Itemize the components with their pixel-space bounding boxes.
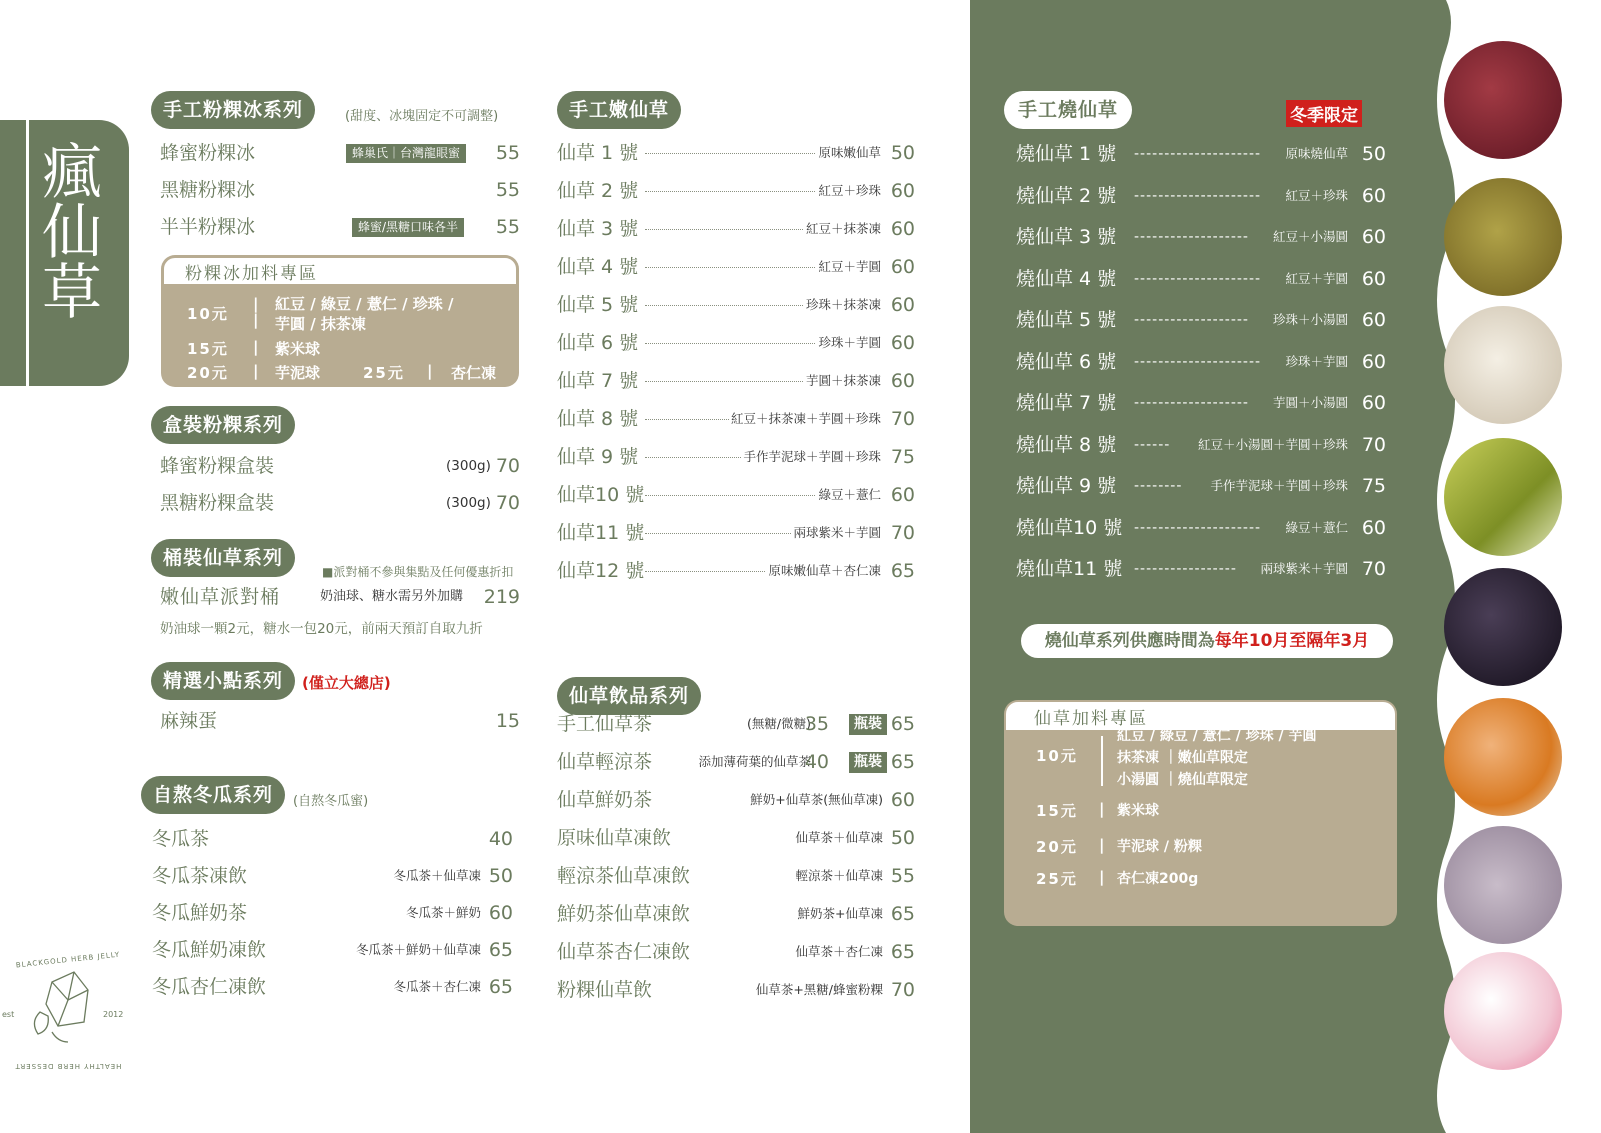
logo-text-top: BLACKGOLD HERB JELLY [15, 950, 121, 970]
menu-item: 鮮奶茶仙草凍飲 鮮奶茶+仙草凍 65 [557, 903, 915, 925]
menu-item: 仙草茶杏仁凍飲 仙草茶＋杏仁凍 65 [557, 941, 915, 963]
menu-item: 燒仙草 7 號 ------------------- 芋圓＋小湯圓 60 [1016, 392, 1386, 414]
menu-item: 仙草 6 號 珍珠＋芋圓 60 [557, 328, 915, 358]
menu-item: 燒仙草11 號 ----------------- 兩球紫米＋芋圓 70 [1016, 558, 1386, 580]
menu-item: 燒仙草 9 號 -------- 手作芋泥球＋芋圓＋珍珠 75 [1016, 475, 1386, 497]
hot-addon-title: 仙草加料專區 [1034, 709, 1148, 729]
menu-item: 仙草 9 號 手作芋泥球＋芋圓＋珍珠 75 [557, 442, 915, 472]
brand-title-box [29, 120, 129, 386]
fenguo-ice-note: (甜度、冰塊固定不可調整) [345, 109, 499, 124]
menu-item: 仙草 4 號 紅豆＋芋圓 60 [557, 252, 915, 282]
menu-item: 冬瓜杏仁凍飲 冬瓜茶＋杏仁凍 65 [152, 976, 513, 998]
menu-item: 黑糖粉粿冰 55 [160, 179, 520, 201]
section-title-boxed: 盒裝粉粿系列 [151, 406, 295, 444]
brand-title: 瘋仙草 [32, 140, 102, 320]
food-photo-pearls [1444, 568, 1562, 686]
food-photo-barley [1444, 306, 1562, 424]
menu-item: 燒仙草 1 號 --------------------- 原味燒仙草 50 [1016, 143, 1386, 165]
menu-item: 手工仙草茶 (無糖/微糖) 35 瓶裝 65 [557, 713, 915, 735]
menu-item: 粉粿仙草飲 仙草茶+黑糖/蜂蜜粉粿 70 [557, 979, 915, 1001]
food-photo-matcha-jelly [1444, 438, 1562, 556]
season-badge: 冬季限定 [1286, 100, 1362, 127]
fenguo-addon-box: 粉粿冰加料專區 10元 | | 紅豆 / 綠豆 / 薏仁 / 珍珠 / 芋圓 / 抹茶凍 15元 | 紫米球 20元 | 芋泥球 25元 | 杏仁凍 [161, 255, 519, 387]
food-photo-taro-paste [1444, 826, 1562, 944]
logo-text-bottom: HEALTHY HERB DESSERT [14, 1062, 122, 1070]
food-photo-glutinous-balls [1444, 952, 1562, 1070]
menu-item: 仙草 5 號 珍珠＋抹茶凍 60 [557, 290, 915, 320]
section-title-snack: 精選小點系列 [151, 662, 295, 700]
menu-item: 仙草11 號 兩球紫米＋芋圓 70 [557, 518, 915, 548]
menu-item: 半半粉粿冰 蜂蜜/黑糖口味各半 55 [160, 216, 520, 238]
menu-item: 仙草10 號 綠豆＋薏仁 60 [557, 480, 915, 510]
menu-item: 燒仙草 4 號 --------------------- 紅豆＋芋圓 60 [1016, 267, 1386, 290]
wintermelon-note: (自熬冬瓜蜜) [293, 794, 369, 809]
food-photo-red-beans [1444, 41, 1562, 159]
brand-logo [0, 942, 132, 1092]
food-photo-mung-beans [1444, 178, 1562, 296]
menu-item: 冬瓜茶 40 [152, 828, 513, 850]
section-title-fenguo-ice: 手工粉粿冰系列 [151, 91, 315, 129]
menu-item: 燒仙草 5 號 ------------------- 珍珠＋小湯圓 60 [1016, 309, 1386, 331]
snack-note: (僅立大總店) [302, 674, 391, 692]
menu-item: 仙草 8 號 紅豆＋抹茶凍＋芋圓＋珍珠 70 [557, 404, 915, 434]
menu-item: 燒仙草 3 號 ------------------- 紅豆＋小湯圓 60 [1016, 226, 1386, 248]
menu-item: 仙草鮮奶茶 鮮奶+仙草茶(無仙草凍) 60 [557, 789, 915, 811]
menu-item: 仙草 3 號 紅豆＋抹茶凍 60 [557, 214, 915, 244]
menu-item: 冬瓜茶凍飲 冬瓜茶＋仙草凍 50 [152, 865, 513, 887]
logo-est: est [2, 1010, 15, 1019]
hot-addon-box: 仙草加料專區 10元 紅豆 / 綠豆 / 薏仁 / 珍珠 / 芋圓 抹茶凍 ｜嫩仙草限定 小湯圓 ｜燒仙草限定 15元 | 紫米球 20元 | 芋泥球 / 粉粿 25元 | 杏仁凍200g [1004, 700, 1397, 926]
menu-item: 仙草 7 號 芋圓＋抹茶凍 60 [557, 366, 915, 396]
section-title-wintermelon: 自熬冬瓜系列 [141, 776, 285, 814]
menu-item: 燒仙草 8 號 ------ 紅豆＋小湯圓＋芋圓＋珍珠 70 [1016, 433, 1386, 456]
section-title-tender: 手工嫩仙草 [557, 91, 681, 129]
section-title-bucket: 桶裝仙草系列 [151, 539, 295, 577]
menu-item: 燒仙草 2 號 --------------------- 紅豆＋珍珠 60 [1016, 184, 1386, 207]
menu-item: 黑糖粉粿盒裝 (300g) 70 [160, 492, 520, 514]
section-title-drinks: 仙草飲品系列 [557, 677, 701, 715]
menu-item: 仙草12 號 原味嫩仙草＋杏仁凍 65 [557, 556, 915, 586]
brand-side-bar [0, 120, 26, 386]
section-title-hot: 手工燒仙草 [1004, 91, 1132, 129]
menu-item: 仙草 1 號 原味嫩仙草 50 [557, 138, 915, 168]
menu-item: 冬瓜鮮奶茶 冬瓜茶＋鮮奶 60 [152, 902, 513, 924]
menu-item: 輕涼茶仙草凍飲 輕涼茶＋仙草凍 55 [557, 865, 915, 887]
food-photo-taro-balls [1444, 698, 1562, 816]
menu-item: 仙草輕涼茶 添加薄荷葉的仙草茶 40 瓶裝 65 [557, 751, 915, 773]
menu-item: 燒仙草 6 號 --------------------- 珍珠＋芋圓 60 [1016, 350, 1386, 373]
supply-banner: 燒仙草系列供應時間為每年10月至隔年3月 [1021, 624, 1393, 658]
menu-item: 燒仙草10 號 --------------------- 綠豆＋薏仁 60 [1016, 516, 1386, 539]
menu-item: 麻辣蛋 15 [160, 710, 520, 732]
bucket-subtext: 奶油球一顆2元，糖水一包20元，前兩天預訂自取九折 [160, 621, 483, 637]
fenguo-addon-title: 粉粿冰加料專區 [185, 264, 318, 284]
menu-item: 嫩仙草派對桶 奶油球、糖水需另外加購 219 [160, 586, 520, 608]
menu-item: 仙草 2 號 紅豆＋珍珠 60 [557, 176, 915, 206]
bucket-note: ■派對桶不參與集點及任何優惠折扣 [322, 565, 514, 579]
menu-item: 原味仙草凍飲 仙草茶＋仙草凍 50 [557, 827, 915, 849]
menu-item: 蜂蜜粉粿冰 蜂巢氏｜台灣龍眼蜜 55 [160, 142, 520, 164]
menu-item: 冬瓜鮮奶凍飲 冬瓜茶＋鮮奶＋仙草凍 65 [152, 939, 513, 961]
logo-year: 2012 [103, 1010, 124, 1019]
menu-item: 蜂蜜粉粿盒裝 (300g) 70 [160, 455, 520, 477]
